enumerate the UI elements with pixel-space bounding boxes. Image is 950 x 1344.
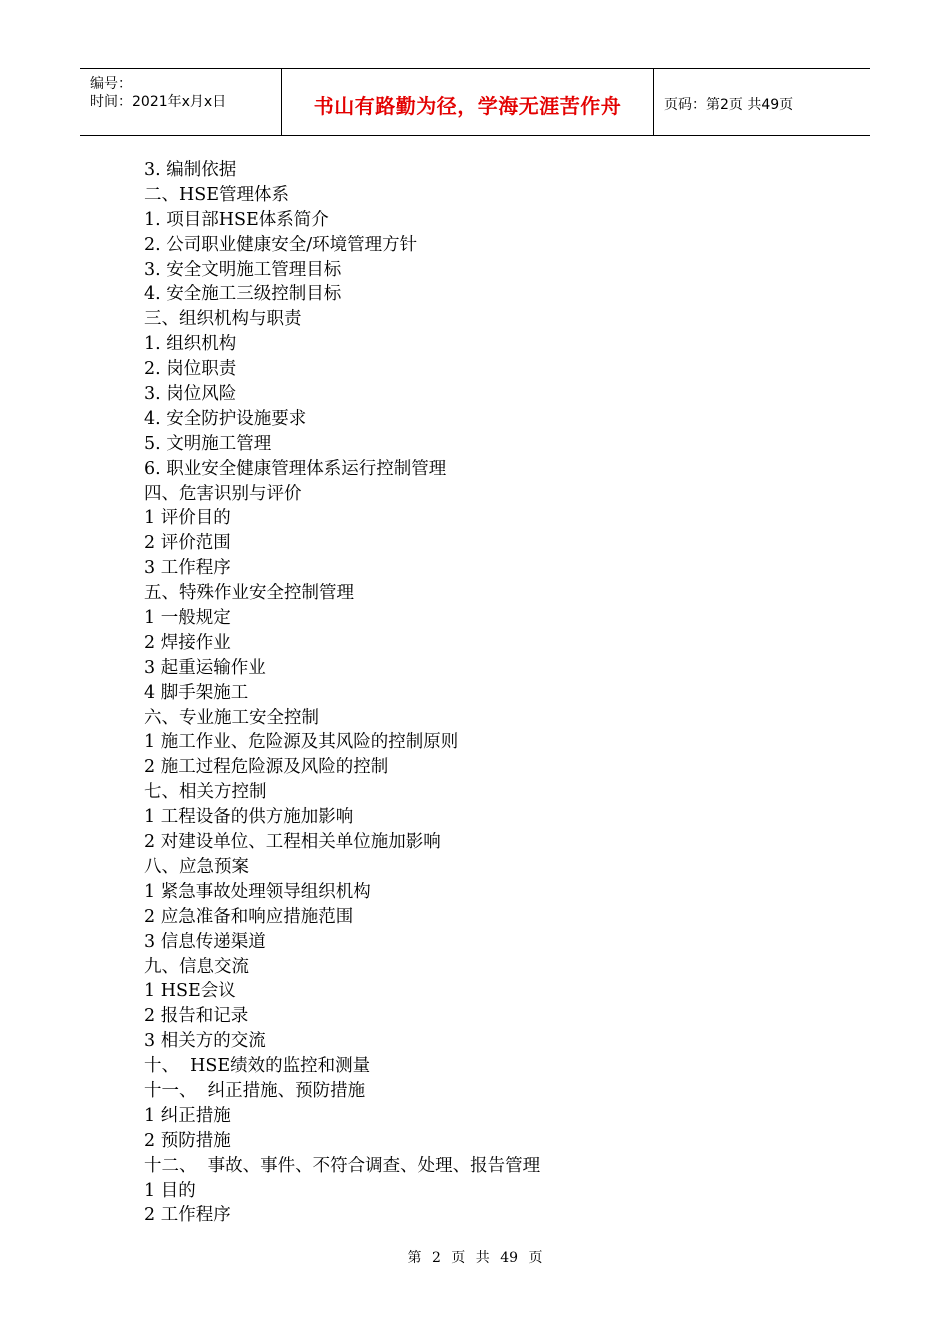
toc-entry: 3 工作程序 [144, 558, 231, 579]
page-header [80, 68, 870, 136]
toc-entry: 5. 文明施工管理 [144, 433, 272, 454]
toc-entry: 4. 安全防护设施要求 [144, 408, 307, 429]
toc-entry: 1 一般规定 [144, 608, 231, 629]
toc-entry: 十二、 事故、事件、不符合调查、处理、报告管理 [144, 1155, 541, 1176]
header-meta-cell [80, 69, 282, 135]
toc-entry: 3 起重运输作业 [144, 657, 266, 678]
header-motto: 书山有路勤为径，学海无涯苦作舟 [313, 94, 622, 118]
toc-entry: 九、信息交流 [144, 956, 249, 977]
document-number-label: 编号： [90, 76, 132, 92]
toc-entry: 二、HSE管理体系 [144, 184, 290, 205]
toc-entry: 1 HSE会议 [144, 981, 236, 1002]
toc-entry: 6. 职业安全健康管理体系运行控制管理 [144, 458, 447, 479]
page-footer: 第 2 页 共 49 页 [407, 1250, 543, 1266]
document-date-label: 时间：2021年x月x日 [90, 94, 227, 110]
toc-entry: 六、专业施工安全控制 [144, 707, 319, 728]
toc-entry: 1 纠正措施 [144, 1105, 231, 1126]
toc-entry: 五、特殊作业安全控制管理 [144, 583, 354, 604]
toc-entry: 2 预防措施 [144, 1130, 231, 1151]
toc-entry: 3. 编制依据 [144, 160, 237, 180]
toc-entry: 2. 公司职业健康安全/环境管理方针 [144, 234, 418, 255]
toc-entry: 2 报告和记录 [144, 1006, 249, 1027]
header-motto-cell [282, 69, 654, 135]
toc-entry: 3 信息传递渠道 [144, 931, 266, 952]
toc-entry: 七、相关方控制 [144, 782, 267, 803]
toc-entry: 十、 HSE绩效的监控和测量 [144, 1056, 371, 1077]
toc-entry: 3. 岗位风险 [144, 384, 237, 405]
toc-entry: 2 对建设单位、工程相关单位施加影响 [144, 832, 441, 853]
toc-entry: 4 脚手架施工 [144, 682, 249, 703]
toc-entry: 4. 安全施工三级控制目标 [144, 284, 342, 305]
toc-entry: 2 应急准备和响应措施范围 [144, 906, 354, 927]
header-page-cell [654, 69, 870, 135]
toc-entry: 四、危害识别与评价 [144, 483, 302, 504]
table-of-contents [144, 158, 540, 1228]
toc-entry: 1 评价目的 [144, 508, 231, 529]
toc-entry: 1 紧急事故处理领导组织机构 [144, 881, 371, 902]
toc-entry: 1 目的 [144, 1180, 196, 1201]
toc-entry: 三、组织机构与职责 [144, 309, 302, 330]
toc-entry: 2 工作程序 [144, 1205, 231, 1226]
toc-entry: 2 评价范围 [144, 533, 231, 554]
toc-entry: 2. 岗位职责 [144, 359, 237, 380]
toc-entry: 1. 项目部HSE体系简介 [144, 209, 329, 230]
toc-entry: 2 焊接作业 [144, 632, 231, 653]
toc-entry: 八、应急预案 [144, 856, 249, 877]
toc-entry: 3. 安全文明施工管理目标 [144, 259, 342, 280]
toc-entry: 1 施工作业、危险源及其风险的控制原则 [144, 732, 459, 753]
toc-entry: 1. 组织机构 [144, 334, 237, 355]
toc-entry: 2 施工过程危险源及风险的控制 [144, 757, 389, 778]
toc-entry: 3 相关方的交流 [144, 1031, 266, 1052]
toc-entry: 十一、 纠正措施、预防措施 [144, 1080, 366, 1101]
toc-entry: 1 工程设备的供方施加影响 [144, 807, 354, 828]
header-page-info: 页码：第2页 共49页 [664, 97, 794, 113]
